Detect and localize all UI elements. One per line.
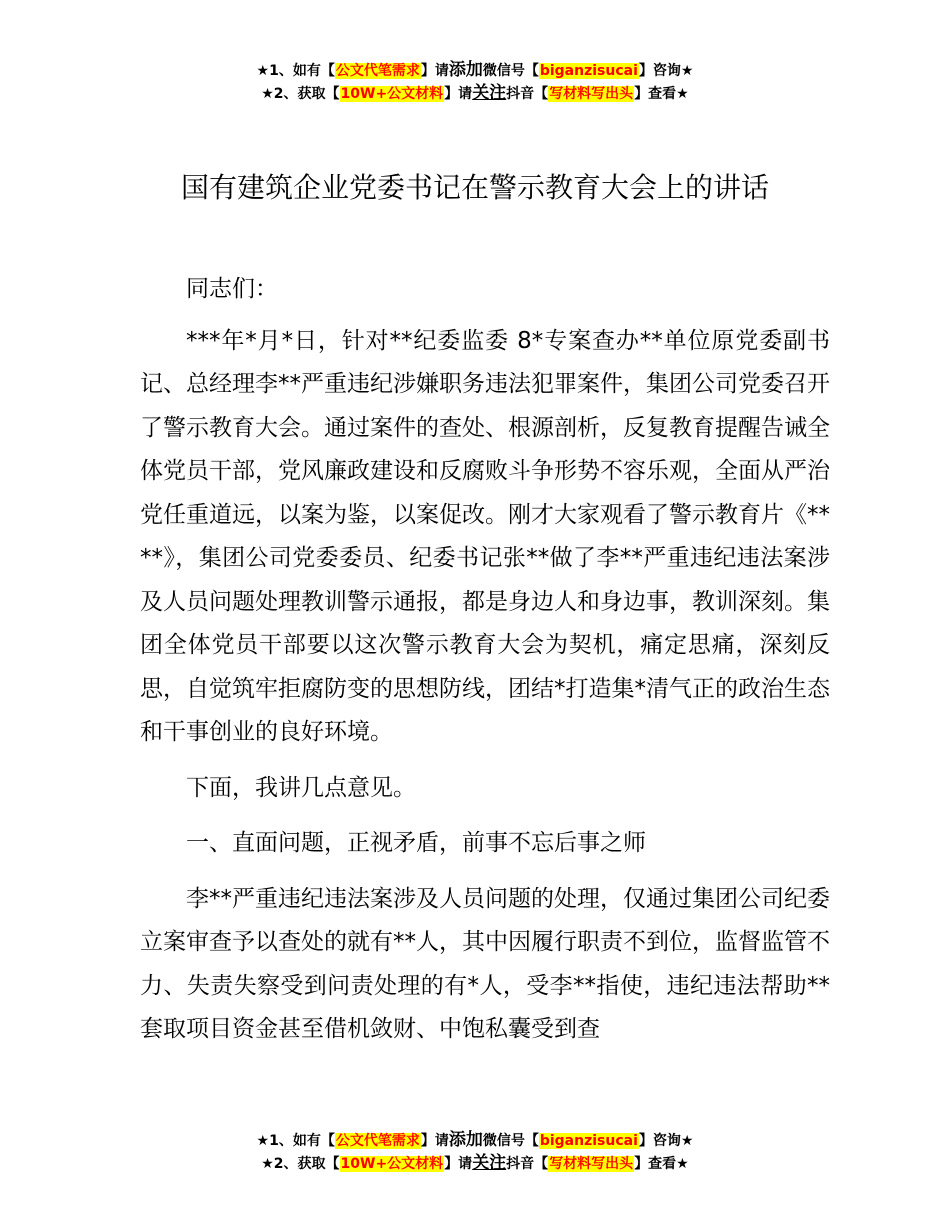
promo-banner-top — [0, 59, 950, 105]
promo-highlight: 10W+公文材料 — [340, 86, 444, 102]
promo-text: ★2、获取【 — [261, 1156, 340, 1172]
section-heading: 一、直面问题，正视矛盾，前事不忘后事之师 — [186, 830, 646, 856]
document-title: 国有建筑企业党委书记在警示教育大会上的讲话 — [180, 171, 769, 204]
promo-text: 抖音【 — [506, 86, 549, 102]
promo-line-2 — [0, 82, 950, 105]
promo-text: 抖音【 — [506, 1156, 549, 1172]
promo-emphasis: 关注 — [472, 1153, 507, 1173]
promo-emphasis: 添加 — [448, 1130, 483, 1150]
promo-highlight: 写材料写出头 — [549, 86, 634, 102]
promo-highlight: biganzisucai — [539, 1133, 638, 1149]
promo-highlight: biganzisucai — [539, 63, 638, 79]
promo-text: ★2、获取【 — [261, 86, 340, 102]
promo-text: 】请 — [420, 63, 449, 79]
promo-text: 】请 — [444, 1156, 473, 1172]
salutation: 同志们： — [186, 276, 278, 302]
promo-text: 】请 — [444, 86, 473, 102]
promo-text: 】查看★ — [634, 1156, 689, 1172]
promo-text: 微信号【 — [482, 63, 539, 79]
document-body — [140, 268, 830, 1064]
promo-line-1 — [0, 1129, 950, 1152]
promo-text: 】咨询★ — [638, 63, 694, 79]
promo-banner-bottom — [0, 1129, 950, 1175]
promo-text: 】咨询★ — [638, 1133, 694, 1149]
promo-highlight: 写材料写出头 — [549, 1156, 634, 1172]
paragraph: 下面，我讲几点意见。 — [186, 774, 416, 801]
promo-text: 】查看★ — [634, 86, 689, 102]
promo-highlight: 公文代笔需求 — [335, 1133, 420, 1149]
paragraph: ***年*月*日，针对**纪委监委 8*专案查办**单位原党委副书记、总经理李**严重违纪涉嫌职务违法犯罪案件，集团公司党委召开了警示教育大会。通过案件的查处、根源剖析，反复教育提醒告诫全体党员干部，党风廉政建设和反腐败斗争形势不容乐观，全面从严治党任重道远，以案为鉴，以案促改。刚才大家观看了警示教育片《****》，集团公司党委委员、纪委书记张**做了李**严重违纪违法案涉及人员问题处理教训警示通报，都是身边人和身边事，教训深刻。集团全体党员干部要以这次警示教育大会为契机，痛定思痛，深刻反思，自觉筑牢拒腐防变的思想防线，团结*打造集*清气正的政治生态和干事创业的良好环境。 — [140, 327, 830, 745]
promo-text: 】请 — [420, 1133, 449, 1149]
promo-line-2 — [0, 1152, 950, 1175]
promo-emphasis: 添加 — [448, 60, 483, 80]
promo-text: ★1、如有【 — [256, 1133, 335, 1149]
promo-text: 微信号【 — [482, 1133, 539, 1149]
promo-highlight: 10W+公文材料 — [340, 1156, 444, 1172]
promo-emphasis: 关注 — [472, 83, 507, 103]
promo-line-1 — [0, 59, 950, 82]
promo-text: ★1、如有【 — [256, 63, 335, 79]
promo-highlight: 公文代笔需求 — [335, 63, 420, 79]
paragraph: 李**严重违纪违法案涉及人员问题的处理，仅通过集团公司纪委立案审查予以查处的就有**人，其中因履行职责不到位，监督监管不力、失责失察受到问责处理的有*人，受李**指使，违纪违法帮助**套取项目资金甚至借机敛财、中饱私囊受到查 — [140, 885, 830, 1042]
